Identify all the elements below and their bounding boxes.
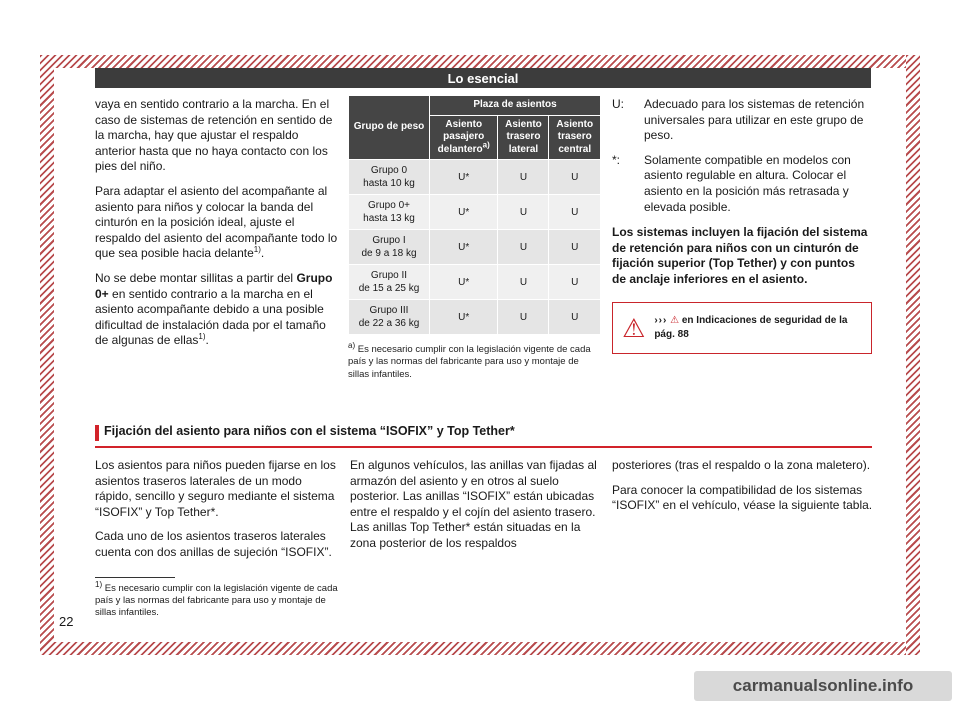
page-footnote [95, 577, 338, 620]
group-weight: de 22 a 36 kg [358, 318, 420, 329]
warning-reference-box [612, 302, 872, 354]
watermark-badge: carmanualsonline.info [694, 671, 952, 701]
footnote-marker: a) [482, 140, 490, 150]
group-cell [349, 195, 429, 229]
table-col-header-rear-center: Asiento trasero central [549, 116, 600, 160]
value-cell: U* [430, 160, 497, 194]
value-cell: U* [430, 230, 497, 264]
seat-position-table [348, 95, 601, 335]
table-row [349, 230, 600, 264]
group-name: Grupo 0 [370, 165, 408, 176]
table-header-row [349, 96, 600, 115]
footnote-marker: a) [348, 340, 356, 350]
paragraph-text: . [260, 246, 265, 261]
section-accent-bar [95, 425, 99, 441]
page-number: 22 [59, 614, 74, 629]
body-paragraph: posteriores (tras el respaldo o la zona maletero). [612, 458, 871, 472]
isofix-text-columns [95, 458, 874, 620]
value-cell: U [498, 160, 548, 194]
group-cell [349, 230, 429, 264]
table-span-header: Plaza de asientos [430, 96, 600, 115]
legend-item-u [612, 97, 872, 144]
header-text: Asiento pasajero delantero [437, 118, 485, 155]
section-title: Fijación del asiento para niños con el sistema “ISOFIX” y Top Tether* [104, 424, 515, 438]
legend-column [612, 97, 872, 354]
bold-text: Grupo 0+ [95, 270, 333, 301]
group-cell [349, 300, 429, 334]
footnote-text: Es necesario cumplir con la legislación vigente de cada país y las normas del fabricante para uso y montaje de sillas infantiles. [348, 344, 591, 380]
value-cell: U [549, 195, 600, 229]
table-col-header-rear-side: Asiento trasero lateral [498, 116, 548, 160]
hatch-border-bottom [40, 642, 920, 655]
table-corner-header: Grupo de peso [349, 96, 429, 159]
value-cell: U [549, 160, 600, 194]
chapter-title: Lo esencial [447, 70, 519, 86]
intro-text-column [95, 97, 338, 358]
value-cell: U* [430, 265, 497, 299]
table-row [349, 300, 600, 334]
table-footnote [348, 340, 601, 381]
legend-text: Adecuado para los sistemas de retención universales para utilizar en este grupo de peso. [644, 97, 865, 143]
warning-reference-text [654, 314, 862, 341]
footnote-marker: 1) [198, 332, 206, 342]
reference-text: en Indicaciones de seguridad de la pág. 88 [654, 315, 848, 340]
group-cell [349, 160, 429, 194]
paragraph-text: Para adaptar el asiento del acompañante al asiento para niños y colocar la banda del cinturón en la posición ideal, ajuste el respaldo del asiento del acompañante todo lo que sea posible hacia delante [95, 183, 338, 261]
section-divider-rule [95, 446, 872, 448]
group-weight: de 15 a 25 kg [358, 283, 420, 294]
group-name: Grupo II [370, 270, 408, 281]
table-col-header-front-passenger [430, 116, 497, 160]
paragraph-text: en sentido contrario a la marcha en el asiento acompañante debido a una posible dificultad de instalación dada por el tamaño de algunas de ellas [95, 286, 326, 348]
value-cell: U [498, 195, 548, 229]
warning-triangle-icon: ⚠ [622, 312, 646, 343]
warning-mini-icon: ⚠ [670, 315, 680, 327]
isofix-column-2 [350, 458, 600, 620]
group-cell [349, 265, 429, 299]
value-cell: U [498, 300, 548, 334]
body-paragraph: Para conocer la compatibilidad de los sistemas “ISOFIX” en el vehículo, véase la siguiente tabla. [612, 482, 873, 513]
paragraph-text: No se debe montar sillitas a partir del [95, 270, 297, 285]
value-cell: U [498, 265, 548, 299]
table-row [349, 160, 600, 194]
legend-key: *: [612, 152, 621, 167]
isofix-column-1 [95, 458, 338, 620]
group-name: Grupo I [372, 235, 406, 246]
group-weight: hasta 13 kg [363, 213, 415, 224]
value-cell: U [549, 230, 600, 264]
group-weight: hasta 10 kg [363, 178, 415, 189]
legend-text: Solamente compatible en modelos con asiento regulable en altura. Colocar el asiento en la posición más retrasada y elevada posible. [644, 152, 851, 214]
footnote-separator-rule [95, 577, 175, 578]
group-name: Grupo III [369, 305, 409, 316]
footnote-text: Es necesario cumplir con la legislación vigente de cada país y las normas del fabricante para uso y montaje de sillas infantiles. [95, 582, 338, 619]
value-cell: U [549, 265, 600, 299]
hatch-border-top [40, 55, 920, 68]
footnote-paragraph [95, 579, 338, 620]
footnote-marker: 1) [95, 579, 103, 589]
legend-item-asterisk [612, 153, 872, 215]
body-paragraph: Los asientos para niños pueden fijarse en los asientos traseros laterales de un modo rápido, sencillo y seguro mediante el sistema “ISOFIX” y Top Tether*. [95, 458, 336, 519]
body-paragraph: En algunos vehículos, las anillas van fijadas al armazón del asiento y en otros al suelo posterior. Las anillas “ISOFIX” están ubicadas entre el respaldo y el cojín del asiento trasero. Las anillas Top Tether* están situadas en la zona posterior de los respaldos [350, 458, 597, 550]
system-bold-note: Los sistemas incluyen la fijación del sistema de retención para niños con un cinturón de fijación superior (Top Tether) y con puntos de anclaje inferiores en el asiento. [612, 225, 868, 286]
value-cell: U [549, 300, 600, 334]
group-name: Grupo 0+ [368, 200, 410, 211]
hatch-border-left [40, 55, 54, 655]
paragraph-text: . [205, 333, 209, 348]
value-cell: U [498, 230, 548, 264]
footnote-marker: 1) [253, 245, 261, 255]
cross-reference-arrows: ››› [654, 315, 668, 327]
value-cell: U* [430, 195, 497, 229]
table-row [349, 265, 600, 299]
group-weight: de 9 a 18 kg [361, 248, 417, 259]
table-row [349, 195, 600, 229]
seat-position-table-block [348, 95, 601, 381]
intro-paragraph-3 [95, 271, 338, 349]
body-paragraph: Cada uno de los asientos traseros laterales cuenta con dos anillas de sujeción “ISOFIX”. [95, 529, 332, 559]
hatch-border-right [906, 55, 920, 655]
isofix-column-3 [612, 458, 874, 620]
intro-paragraph-1: vaya en sentido contrario a la marcha. En el caso de sistemas de retención en sentido de la marcha, hay que ajustar el respaldo anterior hasta que no haya contacto con los pies del niño. [95, 97, 333, 174]
value-cell: U* [430, 300, 497, 334]
chapter-header-bar [95, 68, 871, 88]
intro-paragraph-2 [95, 184, 338, 262]
legend-key: U: [612, 97, 624, 111]
